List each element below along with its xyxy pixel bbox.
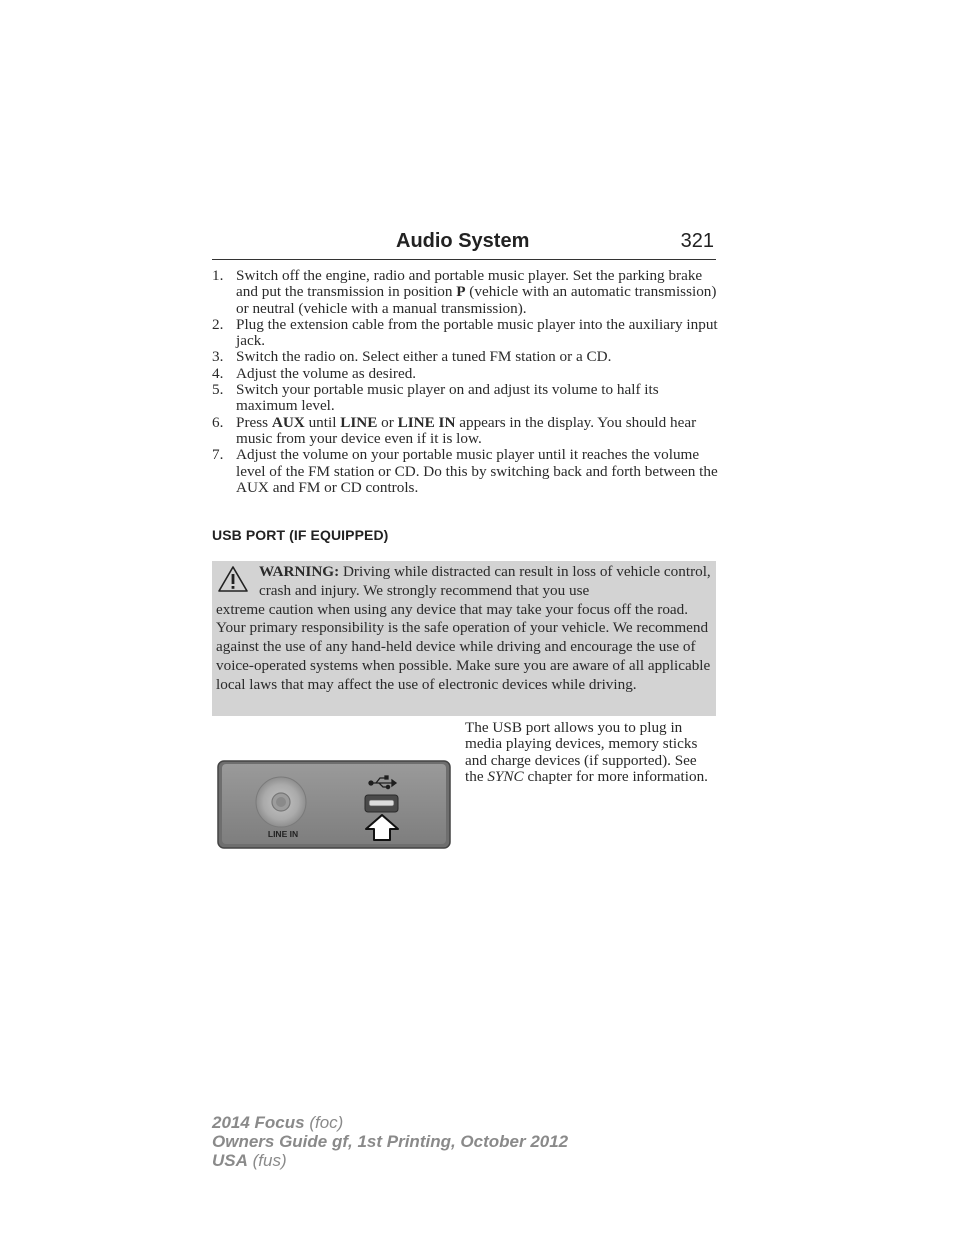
page-header — [212, 228, 716, 260]
step-text: or — [377, 413, 398, 431]
step-item — [212, 447, 718, 496]
step-emphasis: LINE — [340, 413, 378, 431]
footer-model-code: (foc) — [304, 1113, 344, 1132]
step-number: 5. — [212, 381, 224, 399]
step-number: 7. — [212, 446, 224, 464]
step-number: 6. — [212, 413, 224, 431]
footer-guide-line — [212, 1132, 568, 1151]
step-number: 2. — [212, 315, 224, 333]
instruction-steps — [212, 268, 718, 496]
step-text: Adjust the volume as desired. — [236, 364, 417, 382]
step-item — [212, 317, 718, 350]
footer-model-line — [212, 1113, 568, 1132]
step-item — [212, 415, 718, 448]
section-title-usb-port: USB PORT (IF EQUIPPED) — [212, 527, 389, 543]
step-text: Adjust the volume on your portable music player until it reaches the volume level of the FM station or CD. Do this by switching back and forth between the AUX and FM or CD controls. — [236, 446, 718, 496]
warning-first-lines — [216, 563, 713, 601]
step-text: Switch your portable music player on and adjust its volume to half its maximum level. — [236, 381, 659, 415]
footer-region-line — [212, 1151, 568, 1170]
step-number: 4. — [212, 364, 224, 382]
sync-reference: SYNC — [487, 767, 524, 785]
usb-port-figure — [217, 760, 451, 849]
step-text: until — [304, 413, 341, 431]
step-text: Press — [236, 413, 272, 431]
warning-label: WARNING: — [259, 563, 340, 580]
step-number: 3. — [212, 348, 224, 366]
footer-model: 2014 Focus — [212, 1113, 305, 1132]
step-item — [212, 366, 718, 382]
step-text: Switch the radio on. Select either a tuned FM station or a CD. — [236, 348, 612, 366]
warning-intro: Driving while distracted can result in loss of vehicle control, crash and injury. We strongly recommend that you use — [259, 563, 711, 599]
warning-text — [216, 563, 713, 695]
usb-description-text: The USB port allows you to plug in media playing devices, memory sticks and charge devices (if supported). See the — [465, 719, 698, 785]
step-text: (vehicle with an automatic transmission) or neutral (vehicle with a manual transmission). — [236, 283, 717, 317]
step-emphasis: LINE IN — [397, 413, 456, 431]
footer-region-code: (fus) — [247, 1151, 287, 1170]
step-item — [212, 382, 718, 415]
page-footer — [212, 1113, 568, 1170]
warning-box — [212, 561, 716, 716]
step-number: 1. — [212, 267, 224, 284]
footer-guide: Owners Guide gf, 1st Printing, October 2012 — [212, 1132, 569, 1151]
step-emphasis: P — [456, 283, 466, 301]
usb-description — [465, 720, 715, 785]
step-item — [212, 268, 718, 317]
footer-region: USA — [212, 1151, 248, 1170]
step-text: appears in the display. You should hear music from your device even if it is low. — [236, 413, 697, 447]
step-text: Switch off the engine, radio and portable music player. Set the parking brake and put the transmission in position — [236, 267, 703, 301]
step-item — [212, 349, 718, 365]
step-emphasis: AUX — [271, 413, 305, 431]
usb-description-tail: chapter for more information. — [523, 767, 708, 785]
step-text: Plug the extension cable from the portable music player into the auxiliary input jack. — [236, 315, 718, 350]
usb-port-slot[interactable] — [365, 795, 398, 812]
aux-jack-icon — [256, 777, 306, 827]
line-in-label: LINE IN — [267, 829, 299, 839]
page-title: Audio System — [396, 230, 530, 252]
warning-body: extreme caution when using any device that may take your focus off the road. Your primary responsibility is the safe operation of your vehicle. We recommend against the use of any hand-held device while driving and encourage the use of voice-operated systems when possible. Make sure you are aware of all applicable local laws that may affect the use of electronic devices while driving. — [216, 600, 711, 693]
page-number: 321 — [680, 230, 714, 252]
